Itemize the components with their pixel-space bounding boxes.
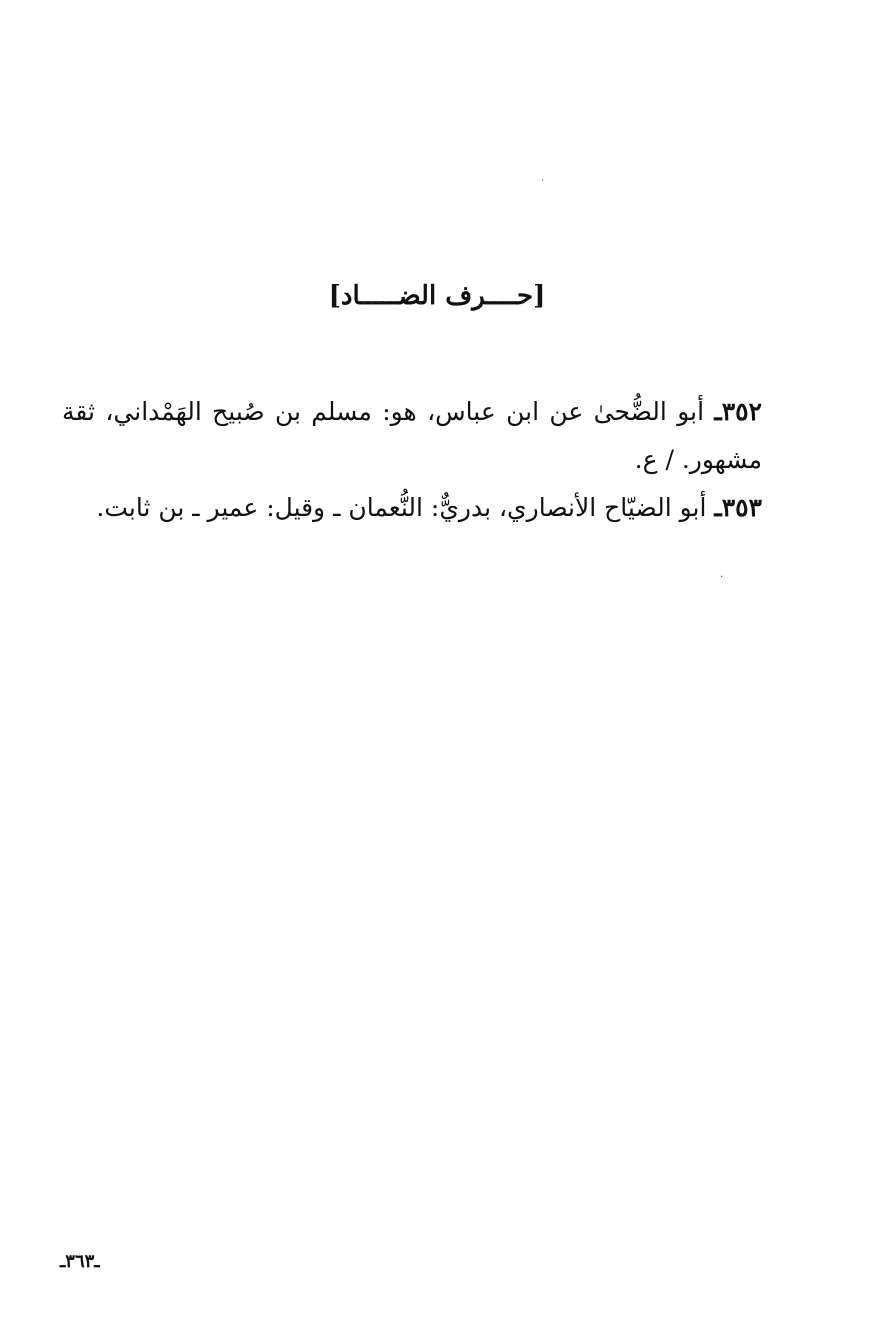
entry-353: [62, 484, 762, 532]
entry-text: أبو الضيّاح الأنصاري، بدريٌّ: النُّعمان ـ وقيل: عمير ـ بن ثابت.: [96, 493, 707, 522]
entry-number: ٣٥٣ـ: [714, 493, 762, 522]
entries-list: [62, 388, 762, 532]
scan-speck: .: [720, 569, 724, 580]
entry-352: [62, 388, 762, 484]
entry-text: أبو الضُّحىٰ عن ابن عباس، هو: مسلم بن صُبيح الهَمْداني، ثقة مشهور. / ع.: [62, 397, 762, 474]
page-number: ـ٣٦٣ـ: [60, 1251, 100, 1272]
scan-speck: ٠: [540, 175, 546, 186]
entry-number: ٣٥٢ـ: [714, 397, 762, 426]
chapter-heading: [حــــرف الضـــــاد]: [328, 281, 546, 311]
